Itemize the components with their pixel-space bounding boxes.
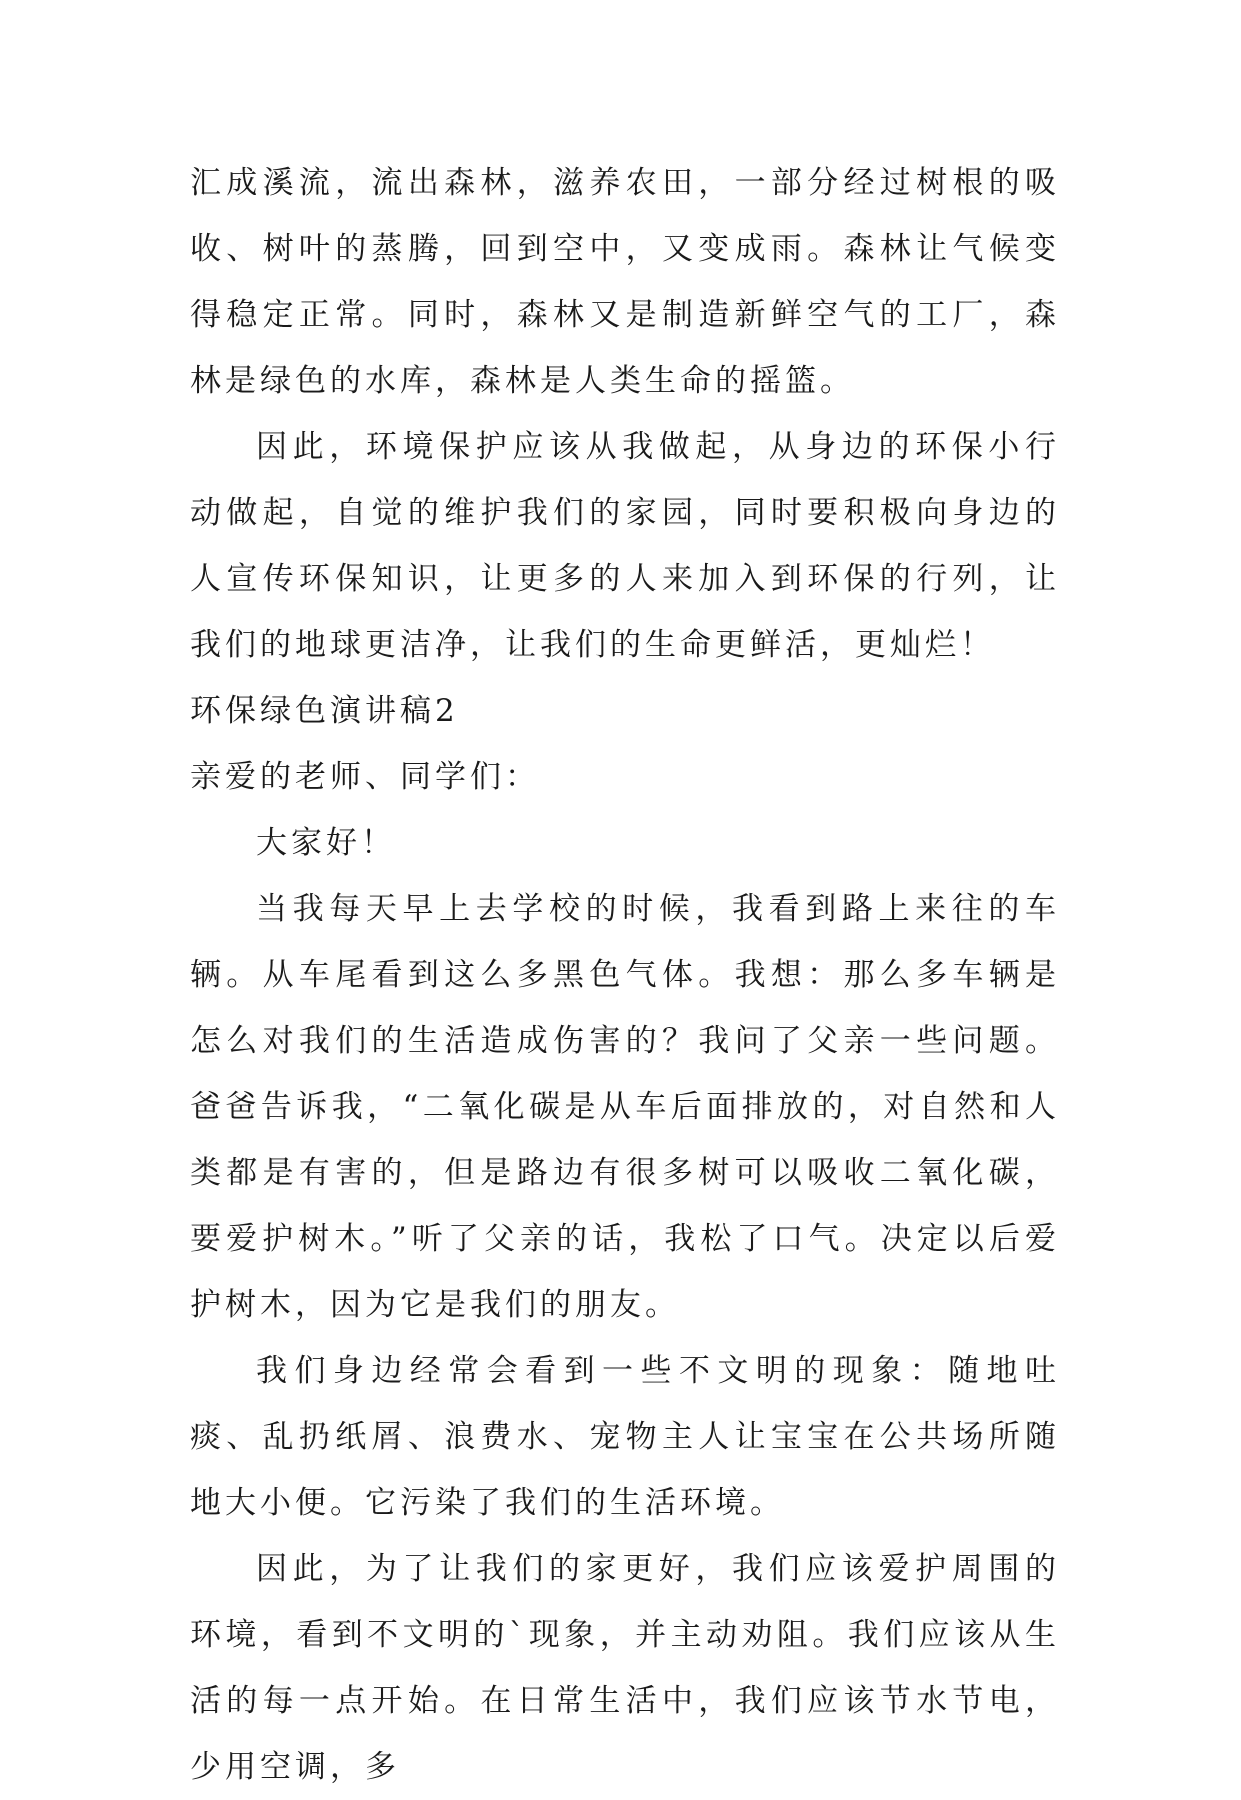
greeting: 亲爱的老师、同学们： — [190, 759, 540, 795]
section-title: 环保绿色演讲稿2 — [190, 693, 459, 729]
paragraph-conclusion: 因此，环境保护应该从我做起，从身边的环保小行动做起，自觉的维护我们的家园，同时要积极向身边的人宣传环保知识，让更多的人来加入到环保的行列，让我们的地球更洁净，让我们的生命更鲜活，更灿烂！ — [190, 429, 1060, 663]
paragraph-cars: 当我每天早上去学校的时候，我看到路上来往的车辆。从车尾看到这么多黑色气体。我想：那么多车辆是怎么对我们的生活造成伤害的？我问了父亲一些问题。爸爸告诉我，“二氧化碳是从车后面排放的，对自然和人类都是有害的，但是路边有很多树可以吸收二氧化碳，要爱护树木。”听了父亲的话，我松了口气。决定以后爱护树木，因为它是我们的朋友。 — [190, 891, 1060, 1323]
paragraph-forest: 汇成溪流，流出森林，滋养农田，一部分经过树根的吸收、树叶的蒸腾，回到空中，又变成雨。森林让气候变得稳定正常。同时，森林又是制造新鲜空气的工厂，森林是绿色的水库，森林是人类生命的摇篮。 — [190, 165, 1060, 399]
document-body — [190, 150, 1060, 1800]
salutation: 大家好！ — [256, 825, 396, 861]
paragraph-uncivilized: 我们身边经常会看到一些不文明的现象：随地吐痰、乱扔纸屑、浪费水、宠物主人让宝宝在公共场所随地大小便。它污染了我们的生活环境。 — [190, 1353, 1060, 1521]
paragraph-protect: 因此，为了让我们的家更好，我们应该爱护周围的环境，看到不文明的`现象，并主动劝阻。我们应该从生活的每一点开始。在日常生活中，我们应该节水节电，少用空调，多 — [190, 1551, 1060, 1785]
